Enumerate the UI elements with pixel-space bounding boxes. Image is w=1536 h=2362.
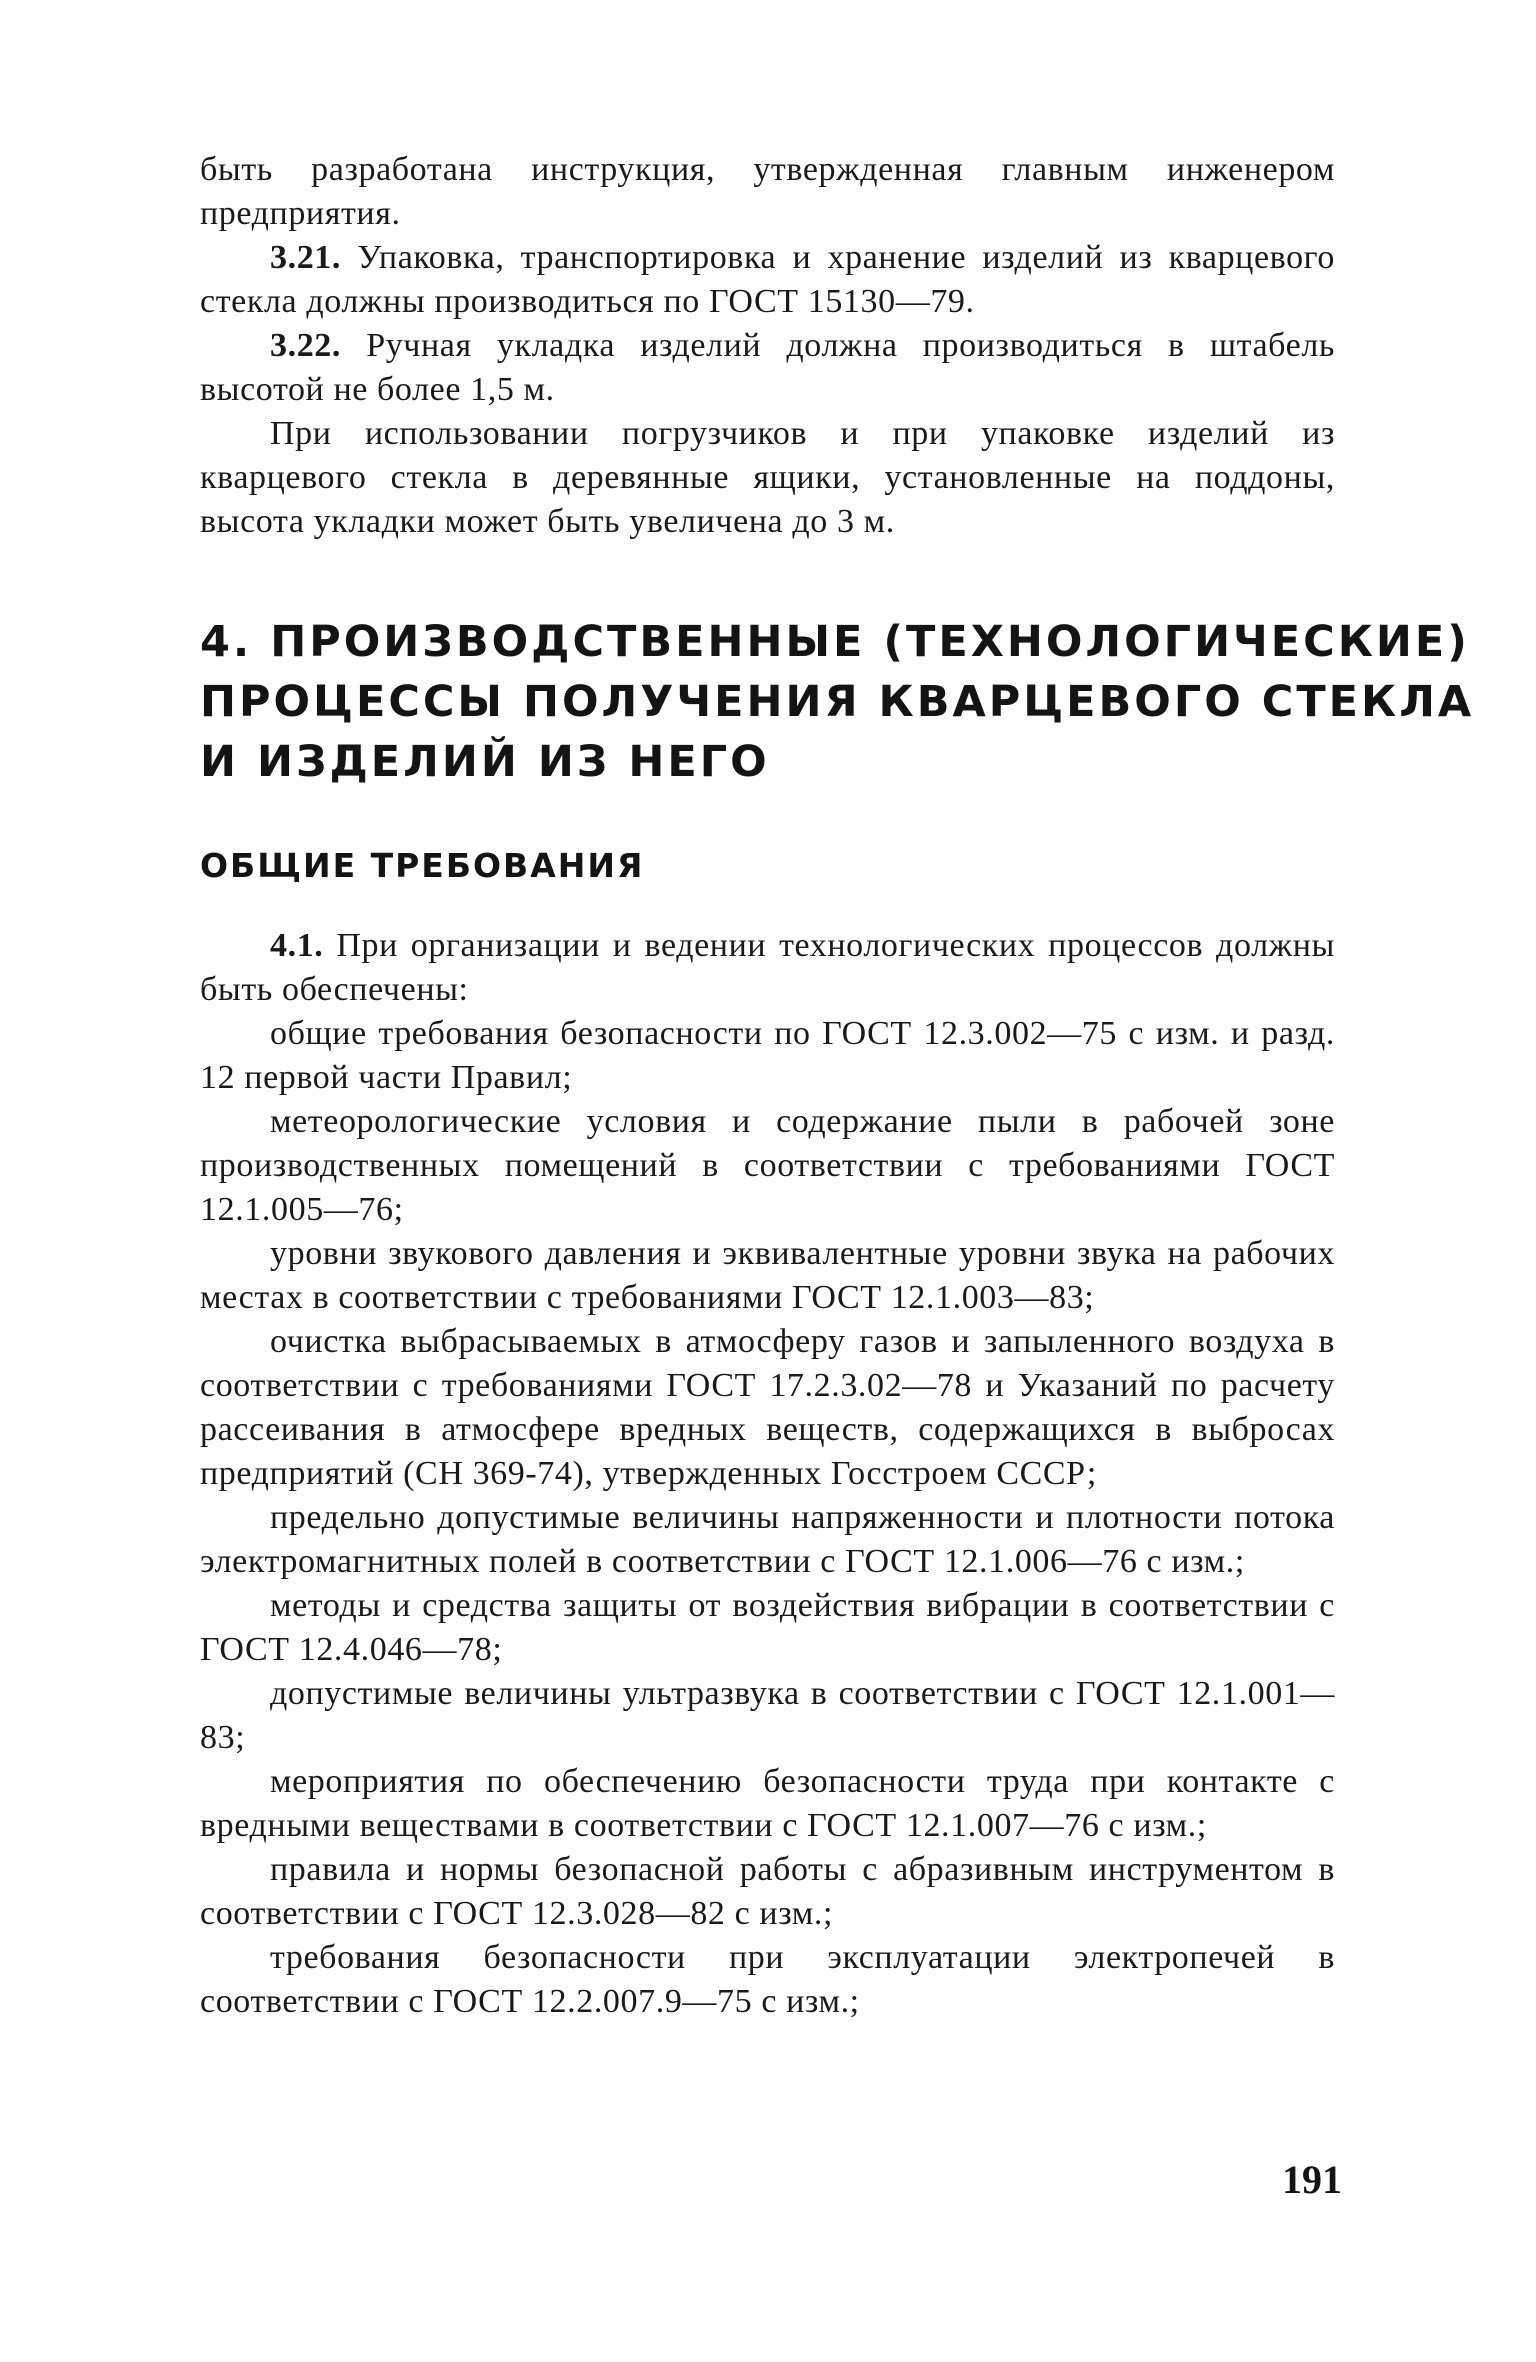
clause-text: При организации и ведении технологических процессов должны быть обеспечены: <box>200 927 1335 1008</box>
chapter-heading-line: И ИЗДЕЛИЙ ИЗ НЕГО <box>200 737 770 787</box>
clause-3-21 <box>200 236 1335 324</box>
continuation-paragraph: быть разработана инструкция, утвержденная главным инженером предприятия. <box>200 151 1335 232</box>
list-item: предельно допустимые величины напряженности и плотности потока электромагнитных полей в соответствии с ГОСТ 12.1.006—76 с изм.; <box>200 1499 1335 1580</box>
list-item: допустимые величины ультразвука в соответствии с ГОСТ 12.1.001—83; <box>200 1675 1335 1756</box>
clause-number: 4.1. <box>270 927 324 964</box>
clause-4-1 <box>200 924 1335 1012</box>
clause-3-22 <box>200 324 1335 412</box>
list-item: общие требования безопасности по ГОСТ 12.3.002—75 с изм. и разд. 12 первой части Правил; <box>200 1015 1335 1096</box>
loaders-paragraph: При использовании погрузчиков и при упаковке изделий из кварцевого стекла в деревянные ящики, установленные на поддоны, высота укладки может быть увеличена до 3 м. <box>200 415 1335 540</box>
list-item: метеорологические условия и содержание пыли в рабочей зоне производственных помещений в соответствии с требованиями ГОСТ 12.1.005—76; <box>200 1103 1335 1228</box>
clause-text: Ручная укладка изделий должна производиться в штабель высотой не более 1,5 м. <box>200 327 1335 408</box>
list-item: мероприятия по обеспечению безопасности труда при контакте с вредными веществами в соответствии с ГОСТ 12.1.007—76 с изм.; <box>200 1763 1335 1844</box>
list-item: уровни звукового давления и эквивалентные уровни звука на рабочих местах в соответствии с требованиями ГОСТ 12.1.003—83; <box>200 1235 1335 1316</box>
page-number: 191 <box>1282 2157 1342 2202</box>
list-item: правила и нормы безопасной работы с абразивным инструментом в соответствии с ГОСТ 12.3.028—82 с изм.; <box>200 1851 1335 1932</box>
list-item: требования безопасности при эксплуатации электропечей в соответствии с ГОСТ 12.2.007.9—75 с изм.; <box>200 1939 1335 2020</box>
chapter-heading <box>200 612 1475 792</box>
clause-number: 3.21. <box>270 239 341 276</box>
list-item: методы и средства защиты от воздействия вибрации в соответствии с ГОСТ 12.4.046—78; <box>200 1587 1335 1668</box>
list-item: очистка выбрасываемых в атмосферу газов и запыленного воздуха в соответствии с требованиями ГОСТ 17.2.3.02—78 и Указаний по расчету рассеивания в атмосфере вредных веществ, содержащихся в выбросах предприятий (СН 369-74), утвержденных Госстроем СССР; <box>200 1323 1335 1492</box>
chapter-heading-line: ПРОЦЕССЫ ПОЛУЧЕНИЯ КВАРЦЕВОГО СТЕКЛА <box>200 677 1475 727</box>
clause-text: Упаковка, транспортировка и хранение изделий из кварцевого стекла должны производиться по ГОСТ 15130—79. <box>200 239 1335 320</box>
section-heading: ОБЩИЕ ТРЕБОВАНИЯ <box>200 846 645 885</box>
requirements-list <box>200 1012 1335 2024</box>
document-page <box>200 148 1475 2024</box>
clause-number: 3.22. <box>270 327 341 364</box>
chapter-heading-line: 4. ПРОИЗВОДСТВЕННЫЕ (ТЕХНОЛОГИЧЕСКИЕ) <box>200 617 1470 667</box>
